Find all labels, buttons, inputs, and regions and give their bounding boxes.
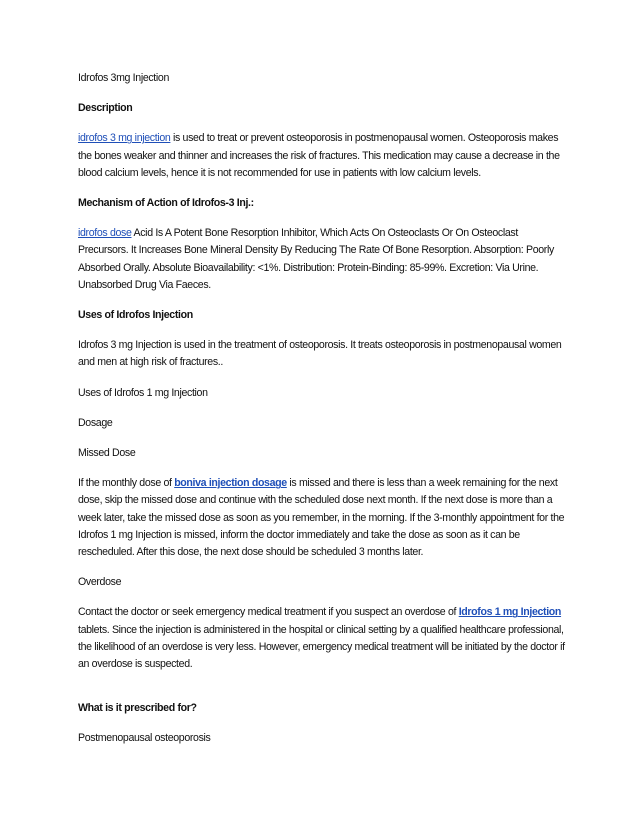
prescribed-text: Postmenopausal osteoporosis — [78, 732, 211, 745]
idrofos-3mg-injection-link[interactable]: idrofos 3 mg injection — [78, 132, 171, 145]
mechanism-heading: Mechanism of Action of Idrofos-3 Inj.: — [78, 197, 254, 210]
overdose-paragraph — [78, 604, 568, 673]
overdose-heading: Overdose — [78, 576, 122, 589]
description-heading: Description — [78, 102, 133, 115]
mechanism-paragraph — [78, 225, 568, 294]
idrofos-1mg-injection-link[interactable]: Idrofos 1 mg Injection — [458, 606, 562, 619]
boniva-injection-dosage-link[interactable]: boniva injection dosage — [174, 477, 287, 490]
overdose-text-after: tablets. Since the injection is administered in the hospital or clinical setting by a qualified healthcare professional, the likelihood of an overdose is very less. However, emergency medical treatment will be initiated by the doctor if an overdose is suspected. — [78, 623, 565, 671]
missed-dose-paragraph — [78, 475, 568, 561]
missed-dose-heading: Missed Dose — [78, 447, 136, 460]
idrofos-dose-link[interactable]: idrofos dose — [78, 227, 132, 240]
missed-dose-text-after: is missed and there is less than a week remaining for the next dose, skip the missed dose and continue with the scheduled dose next month. If the next dose is more than a week later, take the missed dose as soon as you remember, in the morning. If the 3-monthly appointment for the Idrofos 1 mg Injection is missed, inform the doctor immediately and take the dose as soon as it can be rescheduled. After this dose, the next dose should be scheduled 3 months later. — [78, 477, 565, 559]
dosage-heading: Dosage — [78, 416, 113, 429]
missed-dose-text-before: If the monthly dose of — [78, 477, 175, 490]
uses-heading: Uses of Idrofos Injection — [78, 309, 193, 322]
description-text: is used to treat or prevent osteoporosis in postmenopausal women. Osteoporosis makes the bones weaker and thinner and increases the risk of fractures. This medication may cause a decrease in the blood calcium levels, hence it is not recommended for use in patients with low calcium levels. — [78, 132, 560, 179]
doc-title: Idrofos 3mg Injection — [78, 72, 169, 84]
uses-paragraph: Idrofos 3 mg Injection is used in the treatment of osteoporosis. It treats osteoporosis in postmenopausal women and men at high risk of fractures.. — [78, 339, 562, 369]
blank-line — [78, 686, 568, 700]
overdose-text-before: Contact the doctor or seek emergency medical treatment if you suspect an overdose of — [78, 606, 459, 619]
prescribed-heading: What is it prescribed for? — [78, 702, 197, 715]
mechanism-text: Acid Is A Potent Bone Resorption Inhibitor, Which Acts On Osteoclasts Or On Osteoclast Precursors. It Increases Bone Mineral Density By Reducing The Rate Of Bone Resorption. Absorption: Poorly Absorbed Orally. Absolute Bioavailability: <1%. Distribution: Protein-Binding: 85-99%. Excretion: Via Urine. Unabsorbed Drug Via Faeces. — [78, 227, 554, 291]
description-paragraph — [78, 130, 568, 182]
uses-1mg-line: Uses of Idrofos 1 mg Injection — [78, 386, 208, 399]
